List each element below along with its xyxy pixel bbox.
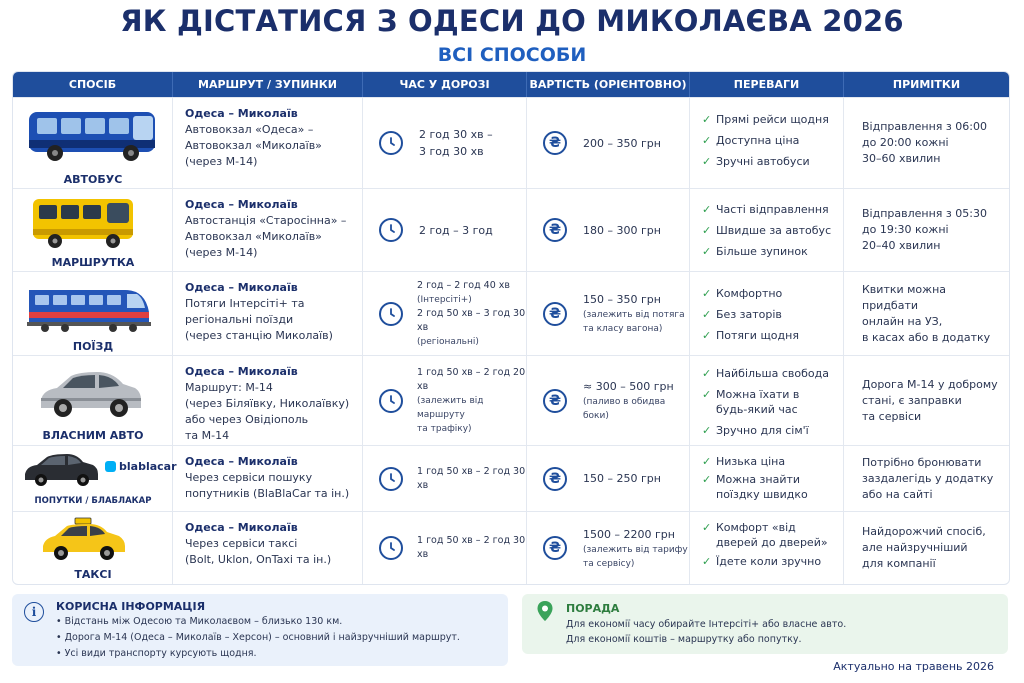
advantages-cell [690, 189, 844, 271]
method-cell [13, 446, 177, 511]
header-price: ВАРТІСТЬ (ОРІЄНТОВНО) [527, 72, 690, 97]
hryvnia-icon: ₴ [543, 302, 567, 326]
method-label: ПОЇЗД [72, 340, 114, 353]
page-title: ЯК ДІСТАТИСЯ З ОДЕСИ ДО МИКОЛАЄВА 2026 [120, 4, 904, 38]
taxi-icon [39, 516, 129, 564]
time-value: 2 год – 2 год 40 хв [417, 279, 511, 291]
route-line: Автовокзал «Миколаїв» [185, 230, 322, 243]
minibus-icon [29, 193, 139, 253]
price-note: (залежить від потяга [583, 310, 685, 320]
route-line: Через сервіси пошуку [185, 471, 313, 484]
blablacar-logo [105, 460, 177, 473]
blablacar-logo-icon [105, 461, 116, 472]
route-line: (через М-14) [185, 246, 258, 259]
time-note: (залежить від маршруту [417, 395, 484, 420]
note-line: стані, є заправки [862, 393, 962, 407]
route-line: (Bolt, Uklon, OnTaxi та ін.) [185, 553, 332, 566]
advantage-item: Комфорт «від дверей до дверей» [716, 521, 828, 549]
header-route: МАРШРУТ / ЗУПИНКИ [173, 72, 363, 97]
time-cell [363, 356, 527, 445]
method-label: АВТОБУС [63, 173, 123, 186]
route-cell [173, 272, 363, 355]
method-label: ТАКСІ [74, 568, 112, 581]
method-label: ПОПУТКИ / БЛАБЛАКАР [34, 496, 152, 506]
check-icon: ✓ [702, 555, 712, 568]
table-row [13, 445, 1009, 511]
note-line: до 20:00 кожні [862, 136, 949, 149]
note-line: 20–40 хвилин [862, 239, 941, 252]
advantage-item: Комфортно [716, 287, 783, 300]
check-icon: ✓ [702, 308, 712, 321]
method-cell [13, 512, 173, 584]
advantage-item: Більше зупинок [716, 245, 808, 258]
route-cell [173, 98, 363, 188]
clock-icon [379, 389, 403, 413]
clock-icon [379, 467, 403, 491]
notes-cell [844, 356, 1009, 445]
hryvnia-icon: ₴ [543, 389, 567, 413]
route-line: або через Овідіополь [185, 413, 309, 426]
price-value: 150 – 250 грн [583, 472, 661, 485]
location-pin-icon [536, 600, 554, 622]
tip-line: Для економії коштів – маршрутку або попутку. [566, 634, 802, 645]
notes-cell [844, 512, 1009, 584]
route-line: Маршрут: М-14 [185, 381, 273, 394]
time-note: (регіональні) [417, 336, 479, 347]
info-item: • Усі види транспорту курсують щодня. [56, 648, 257, 659]
route-cell [173, 356, 363, 445]
notes-cell [844, 446, 1009, 511]
check-icon: ✓ [702, 388, 712, 401]
time-value: 3 год 30 хв [419, 145, 484, 158]
table-row [13, 271, 1009, 355]
check-icon: ✓ [702, 134, 712, 147]
header-method: СПОСІБ [13, 72, 173, 97]
hryvnia-icon: ₴ [543, 536, 567, 560]
advantage-item: Швидше за автобус [716, 224, 832, 237]
advantage-item: Можна їхати в будь-який час [716, 388, 800, 416]
note-line: Відправлення з 06:00 [862, 120, 987, 133]
advantage-item: Низька ціна [716, 455, 786, 468]
advantage-item: Часті відправлення [716, 203, 829, 216]
price-cell [527, 189, 690, 271]
check-icon: ✓ [702, 287, 712, 300]
info-item: • Відстань між Одесою та Миколаєвом – близько 130 км. [56, 616, 343, 627]
advantages-cell [690, 98, 844, 188]
route-line: (через М-14) [185, 155, 258, 168]
price-cell [527, 98, 690, 188]
price-note: та сервісу) [583, 558, 635, 569]
note-line: та сервіси [862, 409, 922, 423]
note-line: до 19:30 кожні [862, 223, 949, 236]
hryvnia-icon: ₴ [543, 467, 567, 491]
route-line: попутників (BlaBlaCar та ін.) [185, 487, 350, 500]
route-title: Одеса – Миколаїв [185, 281, 298, 294]
notes-cell [844, 272, 1009, 355]
note-line: Найдорожчий спосіб, [862, 525, 986, 538]
note-line: Потрібно бронювати [862, 455, 982, 469]
route-line: Потяги Інтерсіті+ та [185, 297, 305, 310]
price-cell [527, 356, 690, 445]
method-cell [13, 272, 173, 355]
price-note: (паливо в обидва боки) [583, 397, 666, 421]
time-cell [363, 446, 527, 511]
check-icon: ✓ [702, 329, 712, 342]
table-row [13, 355, 1009, 445]
method-label: МАРШРУТКА [51, 256, 135, 269]
route-line: Через сервіси таксі [185, 537, 298, 550]
time-note: (Інтерсіті+) [417, 294, 472, 305]
time-cell [363, 98, 527, 188]
car-icon [35, 366, 145, 424]
route-line: Автовокзал «Миколаїв» [185, 139, 322, 152]
route-line: регіональні поїзди [185, 313, 294, 326]
price-value: 180 – 300 грн [583, 223, 661, 237]
blablacar-logo-text: blablacar [119, 460, 177, 473]
method-cell [13, 98, 173, 188]
price-cell [527, 446, 690, 511]
advantage-item: Прямі рейси щодня [716, 113, 829, 126]
check-icon: ✓ [702, 113, 712, 126]
header-notes: ПРИМІТКИ [892, 78, 961, 91]
price-value: 150 – 350 грн [583, 293, 661, 306]
route-cell [173, 446, 363, 511]
info-item: • Дорога М-14 (Одеса – Миколаїв – Херсон) – основний і найзручніший маршрут. [56, 632, 460, 643]
tip-box [522, 594, 1008, 654]
bus-icon [23, 104, 163, 166]
time-value: 1 год 50 хв – 2 год 30 хв [417, 465, 526, 491]
time-cell [363, 512, 527, 584]
method-label: ВЛАСНИМ АВТО [42, 429, 144, 442]
note-line: в касах або в додатку [862, 330, 991, 344]
advantage-item: Найбільша свобода [716, 367, 829, 380]
route-title: Одеса – Миколаїв [185, 198, 298, 211]
check-icon: ✓ [702, 224, 712, 237]
check-icon: ✓ [702, 455, 712, 468]
clock-icon [379, 536, 403, 560]
table-header [13, 72, 1009, 97]
advantages-cell [690, 446, 844, 511]
notes-cell [844, 98, 1009, 188]
hryvnia-icon: ₴ [543, 218, 567, 242]
note-line: Квитки можна придбати [862, 282, 947, 312]
header-advantages: ПЕРЕВАГИ [690, 72, 844, 97]
route-line: (через станцію Миколаїв) [185, 329, 333, 342]
price-value: ≈ 300 – 500 грн [583, 380, 674, 393]
time-cell [363, 272, 527, 355]
time-cell [363, 189, 527, 271]
time-value: 1 год 50 хв – 2 год 20 хв [417, 366, 526, 392]
price-value: 200 – 350 грн [583, 136, 661, 150]
route-line: Автостанція «Старосінна» – [185, 214, 347, 227]
note-line: але найзручніший [862, 541, 968, 554]
time-note: та трафіку) [417, 423, 472, 434]
time-value: 2 год – 3 год [419, 223, 493, 237]
route-title: Одеса – Миколаїв [185, 455, 298, 468]
clock-icon [379, 131, 403, 155]
route-line: та М-14 [185, 429, 230, 442]
info-title: КОРИСНА ІНФОРМАЦІЯ [56, 600, 206, 613]
route-title: Одеса – Миколаїв [185, 107, 298, 120]
notes-cell [844, 189, 1009, 271]
price-value: 1500 – 2200 грн [583, 527, 675, 541]
check-icon: ✓ [702, 424, 712, 437]
note-line: для компанії [862, 557, 936, 570]
page-subtitle: ВСІ СПОСОБИ [437, 44, 587, 66]
tip-line: Для економії часу обирайте Інтерсіті+ або власне авто. [566, 619, 847, 630]
check-icon: ✓ [702, 473, 712, 486]
train-icon [25, 278, 153, 336]
table-row [13, 511, 1009, 584]
advantages-cell [690, 512, 844, 584]
comparison-table [12, 71, 1010, 585]
info-icon: i [24, 602, 44, 622]
price-note: та класу вагона) [583, 324, 663, 334]
clock-icon [379, 218, 403, 242]
note-line: 30–60 хвилин [862, 152, 941, 165]
advantage-item: Зручно для сім'ї [716, 424, 809, 437]
check-icon: ✓ [702, 245, 712, 258]
time-value: 1 год 50 хв – 2 год 30 хв [417, 535, 526, 560]
route-line: (через Біляївку, Николаївку) [185, 397, 350, 410]
advantage-item: Без заторів [716, 308, 782, 321]
route-cell [173, 189, 363, 271]
advantage-item: Доступна ціна [716, 134, 800, 147]
note-line: Дорога М-14 у доброму [862, 377, 998, 391]
route-cell [173, 512, 363, 584]
advantage-item: Їдете коли зручно [716, 555, 822, 568]
price-note: (залежить від тарифу [583, 544, 688, 555]
clock-icon [379, 302, 403, 326]
method-cell [13, 189, 173, 271]
tip-title: ПОРАДА [566, 602, 620, 615]
hryvnia-icon: ₴ [543, 131, 567, 155]
time-value: 2 год 30 хв – [419, 128, 493, 141]
note-line: або на сайті [862, 487, 933, 501]
table-row [13, 97, 1009, 188]
time-value: 2 год 50 хв – 3 год 30 хв [417, 307, 526, 333]
advantage-item: Потяги щодня [716, 329, 799, 342]
check-icon: ✓ [702, 155, 712, 168]
route-line: Автовокзал «Одеса» – [185, 123, 314, 136]
advantage-item: Можна знайти поїздку швидко [716, 473, 808, 501]
advantages-cell [690, 272, 844, 355]
route-title: Одеса – Миколаїв [185, 365, 298, 378]
note-line: заздалегідь у додатку [862, 471, 994, 485]
check-icon: ✓ [702, 521, 712, 534]
check-icon: ✓ [702, 203, 712, 216]
advantage-item: Зручні автобуси [716, 155, 810, 168]
header-time: ЧАС У ДОРОЗІ [363, 72, 527, 97]
info-box [12, 594, 508, 666]
method-cell [13, 356, 173, 445]
advantages-cell [690, 356, 844, 445]
price-cell [527, 512, 690, 584]
note-line: Відправлення з 05:30 [862, 207, 987, 220]
table-row [13, 188, 1009, 271]
price-cell [527, 272, 690, 355]
rideshare-car-icon [21, 450, 101, 490]
footer-date: Актуально на травень 2026 [833, 660, 994, 673]
note-line: онлайн на УЗ, [862, 314, 943, 328]
route-title: Одеса – Миколаїв [185, 521, 298, 534]
check-icon: ✓ [702, 367, 712, 380]
